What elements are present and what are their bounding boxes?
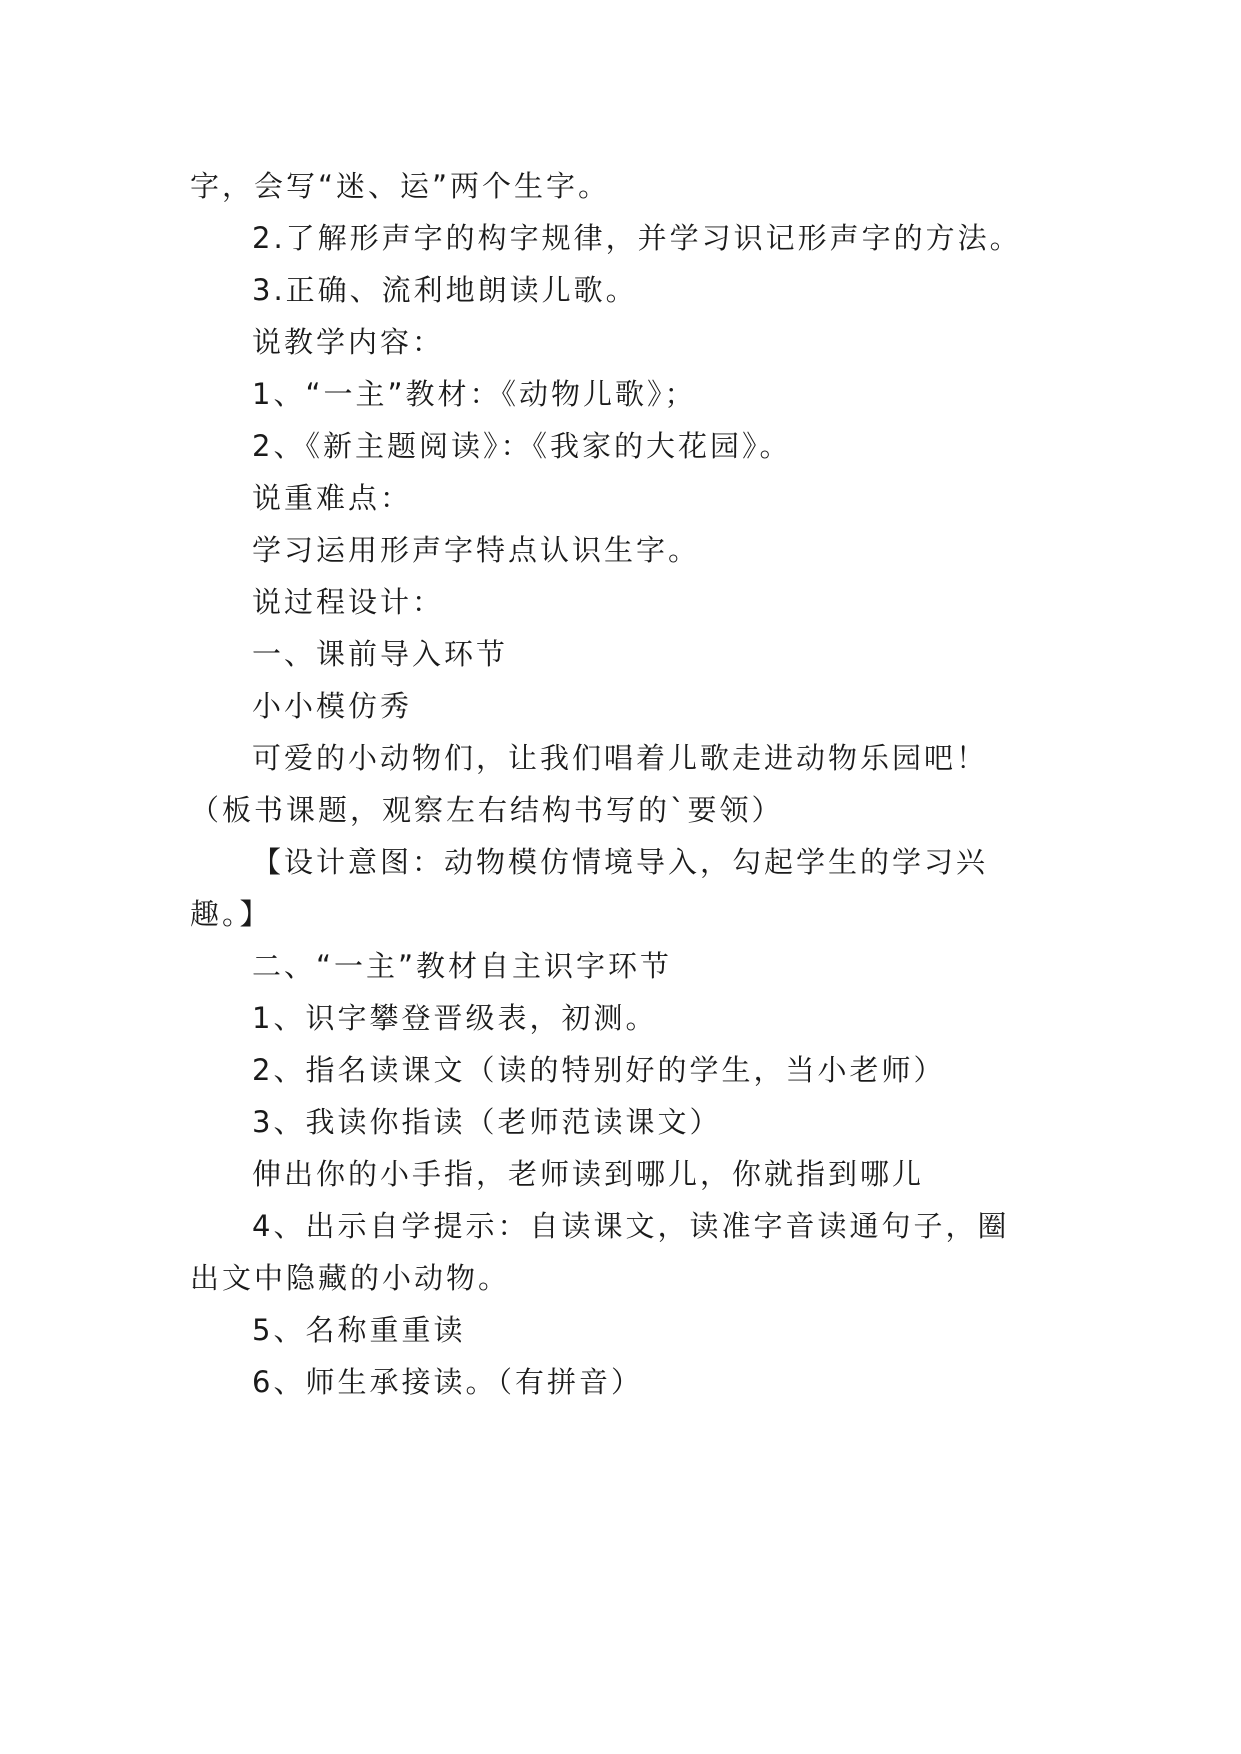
- section-heading: 说过程设计：: [252, 585, 445, 619]
- text-line: 【设计意图：动物模仿情境导入，勾起学生的学习兴: [252, 845, 989, 879]
- section-heading: 说教学内容：: [252, 325, 445, 359]
- text-line: 2、《新主题阅读》：《我家的大花园》。: [252, 429, 792, 463]
- text-line: 出文中隐藏的小动物。: [190, 1261, 511, 1295]
- section-heading: 一、课前导入环节: [252, 637, 509, 671]
- text-line: 1、识字攀登晋级表，初测。: [252, 1001, 658, 1035]
- text-line: 学习运用形声字特点认识生字。: [252, 533, 701, 567]
- text-line: 3、我读你指读（老师范读课文）: [252, 1105, 722, 1139]
- text-line: 5、名称重重读: [252, 1313, 466, 1347]
- section-heading: 说重难点：: [252, 481, 413, 515]
- text-line: 2.了解形声字的构字规律，并学习识记形声字的方法。: [252, 221, 1022, 255]
- text-line: 字，会写“迷、运”两个生字。: [190, 169, 611, 203]
- text-line: 3.正确、流利地朗读儿歌。: [252, 273, 638, 307]
- text-line: 6、师生承接读。（有拼音）: [252, 1365, 643, 1399]
- text-line: 伸出你的小手指，老师读到哪儿，你就指到哪儿: [252, 1157, 925, 1191]
- text-line: 2、指名读课文（读的特别好的学生，当小老师）: [252, 1053, 946, 1087]
- text-line: 趣。】: [190, 897, 272, 931]
- text-line: （板书课题，观察左右结构书写的`要领）: [190, 793, 784, 827]
- text-line: 可爱的小动物们，让我们唱着儿歌走进动物乐园吧！: [252, 741, 989, 775]
- text-line: 1、“一主”教材：《动物儿歌》；: [252, 377, 697, 411]
- text-line: 小小模仿秀: [252, 689, 413, 723]
- text-line: 4、出示自学提示：自读课文，读准字音读通句子，圈: [252, 1209, 1010, 1243]
- section-heading: 二、“一主”教材自主识字环节: [252, 949, 673, 983]
